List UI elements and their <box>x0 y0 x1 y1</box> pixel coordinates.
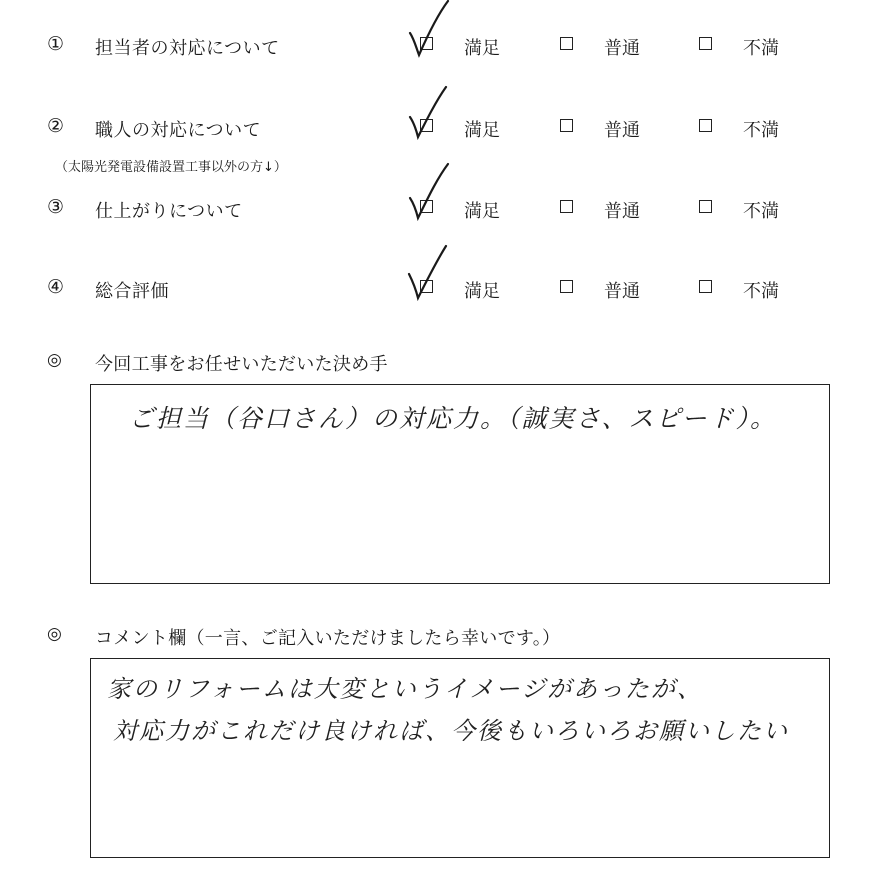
question-number: ① <box>47 33 65 55</box>
question-label: 職人の対応について <box>95 120 262 141</box>
decision-answer-text: ご担当（谷口さん）の対応力。（誠実さ、スピード）。 <box>129 404 778 433</box>
question-label: 総合評価 <box>95 281 169 302</box>
checkbox[interactable] <box>560 280 573 293</box>
option-label: 普通 <box>604 120 640 141</box>
checkbox[interactable] <box>560 200 573 213</box>
checkbox[interactable] <box>699 200 712 213</box>
checkbox[interactable] <box>699 119 712 132</box>
option-label: 満足 <box>464 120 500 141</box>
decision-section-title: 今回工事をお任せいただいた決め手 <box>95 354 388 375</box>
comment-answer-box[interactable] <box>90 658 830 858</box>
option-label: 満足 <box>464 201 500 222</box>
checkbox[interactable] <box>560 119 573 132</box>
question-number: ④ <box>47 276 65 298</box>
question-label: 担当者の対応について <box>95 38 280 59</box>
question-row <box>0 27 883 63</box>
question-label: 仕上がりについて <box>95 201 243 222</box>
checkbox[interactable] <box>699 280 712 293</box>
decision-answer-box[interactable] <box>90 384 830 584</box>
checkbox[interactable] <box>699 37 712 50</box>
option-label: 普通 <box>604 281 640 302</box>
option-label: 不満 <box>743 120 779 141</box>
option-label: 不満 <box>743 201 779 222</box>
comment-section-title: コメント欄（一言、ご記入いただけましたら幸いです。） <box>95 628 561 649</box>
question-number: ③ <box>47 196 65 218</box>
checkmark-icon <box>406 81 454 143</box>
option-label: 普通 <box>604 38 640 59</box>
option-label: 普通 <box>604 201 640 222</box>
comment-line: 家のリフォームは大変というイメージがあったが、 <box>107 675 703 703</box>
option-label: 不満 <box>743 281 779 302</box>
question-number: ② <box>47 115 65 137</box>
question-row <box>0 190 883 226</box>
option-label: 満足 <box>464 38 500 59</box>
checkmark-icon <box>406 242 454 304</box>
question-row <box>0 109 883 145</box>
option-label: 満足 <box>464 281 500 302</box>
option-label: 不満 <box>743 38 779 59</box>
checkmark-icon <box>406 0 454 61</box>
checkmark-icon <box>406 162 454 224</box>
section-mark: ◎ <box>47 624 62 644</box>
question-row <box>0 270 883 306</box>
note-text: （太陽光発電設備設置工事以外の方↓） <box>55 160 287 175</box>
comment-line: 対応力がこれだけ良ければ、今後もいろいろお願いしたい <box>113 717 789 745</box>
checkbox[interactable] <box>560 37 573 50</box>
section-mark: ◎ <box>47 350 62 370</box>
